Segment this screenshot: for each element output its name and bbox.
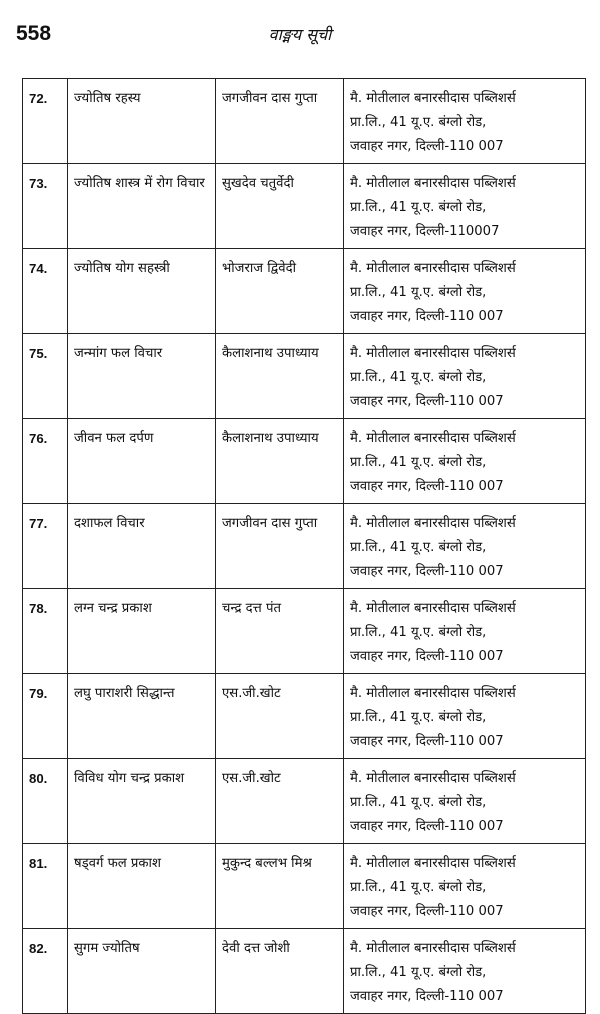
publisher-line: प्रा.लि., 41 यू.ए. बंग्लो रोड,	[350, 455, 487, 470]
book-author: सुखदेव चतुर्वेदी	[216, 164, 344, 249]
publisher-line: प्रा.लि., 41 यू.ए. बंग्लो रोड,	[350, 540, 487, 555]
publisher-line: मै. मोतीलाल बनारसीदास पब्लिशर्स	[350, 771, 516, 786]
publisher-line: जवाहर नगर, दिल्ली-110 007	[350, 649, 504, 664]
publisher-line: जवाहर नगर, दिल्ली-110 007	[350, 564, 504, 579]
publisher-line: जवाहर नगर, दिल्ली-110 007	[350, 394, 504, 409]
table-body	[23, 79, 586, 1014]
entry-number: 77.	[23, 504, 68, 589]
book-title: ज्योतिष शास्त्र में रोग विचार	[68, 164, 216, 249]
entry-number: 81.	[23, 844, 68, 929]
publisher-line: मै. मोतीलाल बनारसीदास पब्लिशर्स	[350, 431, 516, 446]
book-title: विविध योग चन्द्र प्रकाश	[68, 759, 216, 844]
publisher-line: प्रा.लि., 41 यू.ए. बंग्लो रोड,	[350, 200, 487, 215]
publisher-address	[344, 249, 586, 334]
publisher-line: मै. मोतीलाल बनारसीदास पब्लिशर्स	[350, 601, 516, 616]
publisher-line: प्रा.लि., 41 यू.ए. बंग्लो रोड,	[350, 965, 487, 980]
table-row	[23, 504, 586, 589]
book-author: एस.जी.खोट	[216, 759, 344, 844]
entry-number: 74.	[23, 249, 68, 334]
publisher-address	[344, 504, 586, 589]
book-author: कैलाशनाथ उपाध्याय	[216, 419, 344, 504]
book-author: देवी दत्त जोशी	[216, 929, 344, 1014]
publisher-address	[344, 844, 586, 929]
book-title: लघु पाराशरी सिद्धान्त	[68, 674, 216, 759]
bibliography-table	[22, 78, 586, 1014]
publisher-line: जवाहर नगर, दिल्ली-110007	[350, 224, 500, 239]
publisher-line: मै. मोतीलाल बनारसीदास पब्लिशर्स	[350, 346, 516, 361]
table-row	[23, 589, 586, 674]
publisher-line: प्रा.लि., 41 यू.ए. बंग्लो रोड,	[350, 880, 487, 895]
book-author: चन्द्र दत्त पंत	[216, 589, 344, 674]
publisher-line: जवाहर नगर, दिल्ली-110 007	[350, 989, 504, 1004]
table-row	[23, 249, 586, 334]
entry-number: 76.	[23, 419, 68, 504]
publisher-line: जवाहर नगर, दिल्ली-110 007	[350, 904, 504, 919]
book-title: लग्न चन्द्र प्रकाश	[68, 589, 216, 674]
publisher-line: जवाहर नगर, दिल्ली-110 007	[350, 479, 504, 494]
table-row	[23, 674, 586, 759]
book-title: दशाफल विचार	[68, 504, 216, 589]
publisher-address	[344, 589, 586, 674]
entry-number: 82.	[23, 929, 68, 1014]
entry-number: 72.	[23, 79, 68, 164]
publisher-line: मै. मोतीलाल बनारसीदास पब्लिशर्स	[350, 516, 516, 531]
publisher-address	[344, 79, 586, 164]
publisher-line: प्रा.लि., 41 यू.ए. बंग्लो रोड,	[350, 625, 487, 640]
table-row	[23, 334, 586, 419]
publisher-line: मै. मोतीलाल बनारसीदास पब्लिशर्स	[350, 91, 516, 106]
book-title: जन्मांग फल विचार	[68, 334, 216, 419]
table-row	[23, 79, 586, 164]
publisher-line: जवाहर नगर, दिल्ली-110 007	[350, 309, 504, 324]
publisher-line: मै. मोतीलाल बनारसीदास पब्लिशर्स	[350, 941, 516, 956]
book-title: ज्योतिष रहस्य	[68, 79, 216, 164]
book-title: ज्योतिष योग सहस्त्री	[68, 249, 216, 334]
running-title: वाङ्मय सूची	[268, 25, 332, 44]
book-title: षड्वर्ग फल प्रकाश	[68, 844, 216, 929]
book-author: जगजीवन दास गुप्ता	[216, 504, 344, 589]
book-author: एस.जी.खोट	[216, 674, 344, 759]
publisher-line: प्रा.लि., 41 यू.ए. बंग्लो रोड,	[350, 115, 487, 130]
publisher-line: जवाहर नगर, दिल्ली-110 007	[350, 819, 504, 834]
entry-number: 75.	[23, 334, 68, 419]
book-author: कैलाशनाथ उपाध्याय	[216, 334, 344, 419]
publisher-line: जवाहर नगर, दिल्ली-110 007	[350, 139, 504, 154]
publisher-line: प्रा.लि., 41 यू.ए. बंग्लो रोड,	[350, 795, 487, 810]
book-title: सुगम ज्योतिष	[68, 929, 216, 1014]
book-author: भोजराज द्विवेदी	[216, 249, 344, 334]
publisher-address	[344, 674, 586, 759]
publisher-line: मै. मोतीलाल बनारसीदास पब्लिशर्स	[350, 856, 516, 871]
publisher-line: मै. मोतीलाल बनारसीदास पब्लिशर्स	[350, 176, 516, 191]
publisher-line: प्रा.लि., 41 यू.ए. बंग्लो रोड,	[350, 285, 487, 300]
entry-number: 73.	[23, 164, 68, 249]
table-row	[23, 844, 586, 929]
book-title: जीवन फल दर्पण	[68, 419, 216, 504]
publisher-address	[344, 334, 586, 419]
entry-number: 79.	[23, 674, 68, 759]
entry-number: 80.	[23, 759, 68, 844]
publisher-line: जवाहर नगर, दिल्ली-110 007	[350, 734, 504, 749]
publisher-address	[344, 759, 586, 844]
book-author: जगजीवन दास गुप्ता	[216, 79, 344, 164]
entry-number: 78.	[23, 589, 68, 674]
publisher-address	[344, 929, 586, 1014]
publisher-address	[344, 419, 586, 504]
table-row	[23, 759, 586, 844]
table-row	[23, 929, 586, 1014]
page-number: 558	[16, 22, 52, 45]
publisher-line: मै. मोतीलाल बनारसीदास पब्लिशर्स	[350, 686, 516, 701]
publisher-line: प्रा.लि., 41 यू.ए. बंग्लो रोड,	[350, 370, 487, 385]
publisher-line: प्रा.लि., 41 यू.ए. बंग्लो रोड,	[350, 710, 487, 725]
publisher-line: मै. मोतीलाल बनारसीदास पब्लिशर्स	[350, 261, 516, 276]
book-author: मुकुन्द बल्लभ मिश्र	[216, 844, 344, 929]
table-row	[23, 419, 586, 504]
table-row	[23, 164, 586, 249]
publisher-address	[344, 164, 586, 249]
